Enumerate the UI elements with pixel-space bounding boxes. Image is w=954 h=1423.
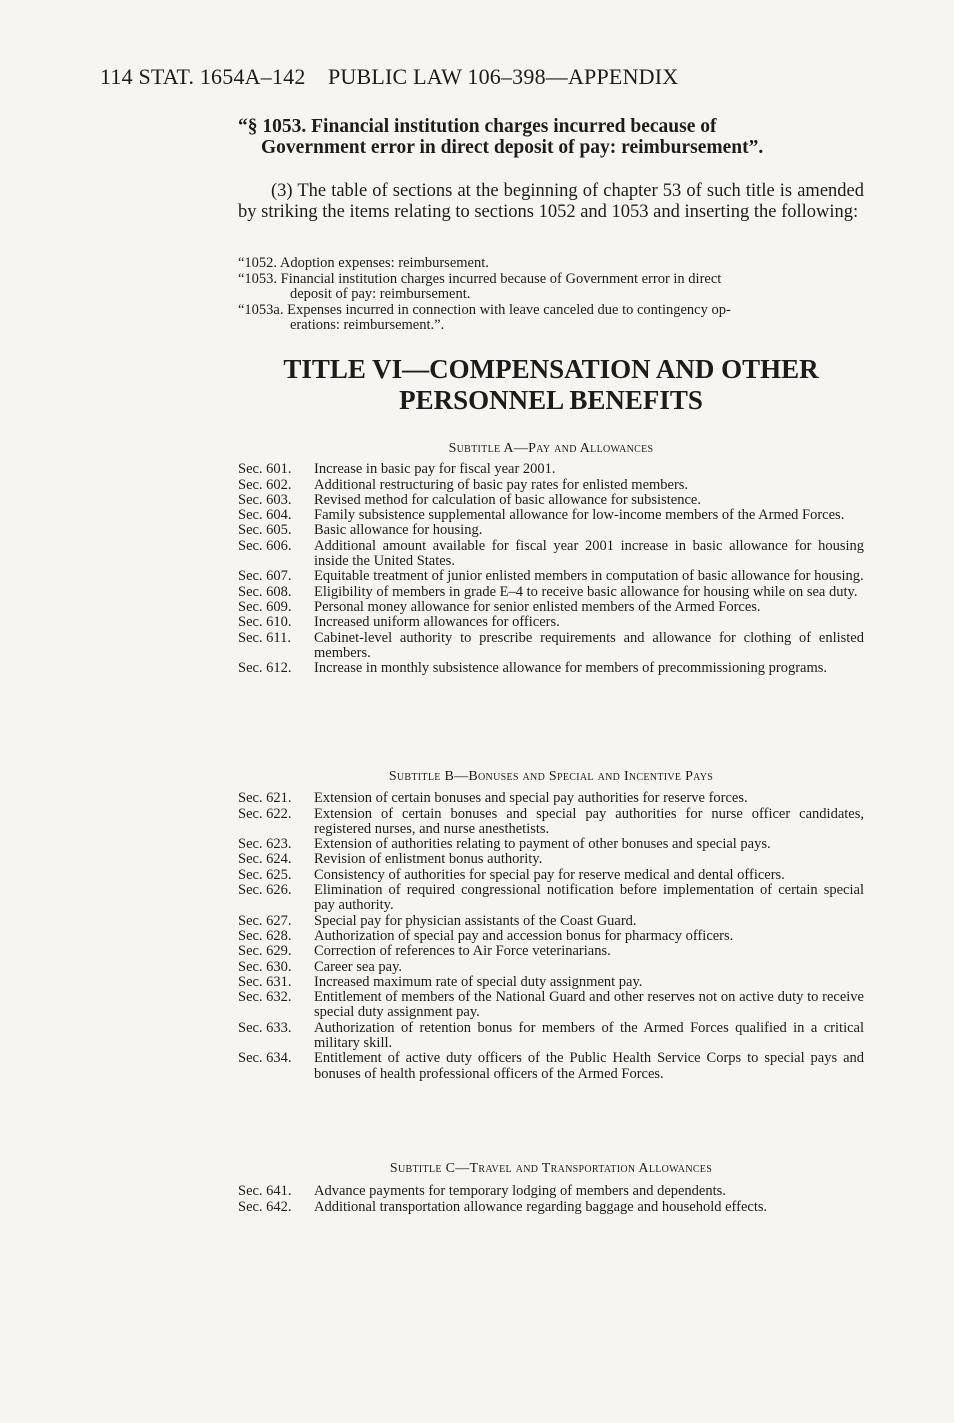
subtitle-a-sections: [238, 462, 864, 676]
section-title: Correction of references to Air Force veterinarians.: [314, 943, 611, 960]
toc-row: [238, 1200, 864, 1215]
inserted-sections-list: [238, 256, 864, 334]
section-title: Additional amount available for fiscal year 2001 increase in basic allowance for housing inside the United States.: [314, 537, 864, 570]
section-title: Additional transportation allowance regarding baggage and household effects.: [314, 1198, 768, 1215]
toc-row: [238, 615, 864, 630]
section-title: Eligibility of members in grade E–4 to receive basic allowance for housing while on sea duty.: [314, 583, 858, 600]
inserted-item-continuation: deposit of pay: reimbursement.: [290, 286, 471, 302]
section-number: Sec. 624.: [238, 851, 292, 868]
section-number: Sec. 630.: [238, 958, 292, 975]
section-title: Authorization of retention bonus for members of the Armed Forces qualified in a critical military skill.: [314, 1019, 864, 1052]
law-citation: PUBLIC LAW 106–398—APPENDIX: [328, 64, 679, 89]
running-head: [100, 64, 678, 90]
section-number: Sec. 603.: [238, 491, 292, 508]
toc-row: [238, 631, 864, 662]
section-number: Sec. 633.: [238, 1019, 292, 1036]
inserted-item-text: “1053. Financial institution charges incurred because of Government error in direct: [238, 271, 722, 287]
section-title: Consistency of authorities for special pay for reserve medical and dental officers.: [314, 866, 785, 883]
toc-row: [238, 539, 864, 570]
amendment-paragraph: (3) The table of sections at the beginning of chapter 53 of such title is amended by striking the items relating to sections 1052 and 1053 and inserting the following:: [238, 181, 864, 222]
inserted-item-text: “1053a. Expenses incurred in connection with leave canceled due to contingency op-: [238, 302, 731, 318]
section-number: Sec. 607.: [238, 568, 292, 585]
section-title: Extension of certain bonuses and special pay authorities for nurse officer candidates, registered nurses, and nurse anesthetists.: [314, 805, 864, 837]
subtitle-a-heading: Subtitle A—Pay and Allowances: [448, 441, 654, 456]
toc-row: [238, 868, 864, 883]
section-title: Special pay for physician assistants of the Coast Guard.: [314, 912, 637, 929]
section-title: Increase in basic pay for fiscal year 2001.: [314, 461, 556, 478]
section-number: Sec. 606.: [238, 537, 292, 554]
toc-row: [238, 462, 864, 477]
title-heading: [238, 354, 864, 416]
subtitle-a-toc: [238, 441, 864, 676]
section-title: Revision of enlistment bonus authority.: [314, 851, 543, 868]
section-heading: [238, 116, 864, 158]
section-title: Equitable treatment of junior enlisted members in computation of basic allowance for housing.: [314, 568, 864, 585]
section-title: Cabinet-level authority to prescribe requirements and allowance for clothing of enlisted members.: [314, 629, 864, 661]
section-title: Elimination of required congressional notification before implementation of certain special pay authority.: [314, 882, 864, 914]
toc-row: [238, 807, 864, 838]
subtitle-b-toc: [238, 769, 864, 1082]
toc-row: [238, 1051, 864, 1082]
section-number: Sec. 627.: [238, 912, 292, 929]
section-number: Sec. 629.: [238, 943, 292, 960]
section-number: Sec. 625.: [238, 866, 292, 883]
section-title: Revised method for calculation of basic allowance for subsistence.: [314, 491, 701, 508]
section-title: Authorization of special pay and accession bonus for pharmacy officers.: [314, 927, 734, 944]
subtitle-c-heading: Subtitle C—Travel and Transportation Allowances: [389, 1161, 713, 1176]
subtitle-b-heading: Subtitle B—Bonuses and Special and Incentive Pays: [388, 769, 714, 784]
toc-row: [238, 837, 864, 852]
toc-row: [238, 508, 864, 523]
section-number: Sec. 642.: [238, 1198, 292, 1215]
toc-row: [238, 661, 864, 676]
section-number: Sec. 621.: [238, 790, 292, 807]
section-title: Additional restructuring of basic pay rates for enlisted members.: [314, 476, 689, 493]
inserted-item: [238, 272, 864, 302]
toc-row: [238, 478, 864, 493]
section-number: Sec. 611.: [238, 629, 292, 646]
section-number: Sec. 608.: [238, 583, 292, 600]
section-title: Increase in monthly subsistence allowance for members of precommissioning programs.: [314, 660, 828, 677]
section-number: Sec. 601.: [238, 461, 292, 478]
section-title: Career sea pay.: [314, 958, 403, 975]
section-number: Sec. 612.: [238, 660, 292, 677]
section-title: Family subsistence supplemental allowance for low-income members of the Armed Forces.: [314, 507, 845, 524]
toc-row: [238, 960, 864, 975]
toc-row: [238, 1184, 864, 1199]
toc-row: [238, 914, 864, 929]
section-title: Increased uniform allowances for officers.: [314, 614, 560, 631]
toc-row: [238, 585, 864, 600]
inserted-item-text: “1052. Adoption expenses: reimbursement.: [238, 255, 489, 271]
section-number: Sec. 634.: [238, 1050, 292, 1067]
inserted-item: [238, 256, 864, 271]
section-number: Sec. 623.: [238, 836, 292, 853]
section-number: Sec. 641.: [238, 1183, 292, 1200]
section-number: Sec. 626.: [238, 882, 292, 899]
section-title: Basic allowance for housing.: [314, 522, 483, 539]
title-line1: TITLE VI—COMPENSATION AND OTHER: [283, 354, 819, 384]
title-line2: PERSONNEL BENEFITS: [399, 385, 703, 415]
section-number: Sec. 604.: [238, 507, 292, 524]
toc-row: [238, 852, 864, 867]
subtitle-c-toc: [238, 1161, 864, 1215]
section-heading-line1: “§ 1053. Financial institution charges incurred because of: [238, 116, 717, 137]
section-number: Sec. 628.: [238, 927, 292, 944]
section-title: Entitlement of active duty officers of the Public Health Service Corps to special pays and bonuses of health professional officers of the Armed Forces.: [314, 1050, 864, 1082]
stat-citation: 114 STAT. 1654A–142: [100, 64, 306, 89]
section-number: Sec. 622.: [238, 805, 292, 822]
section-title: Entitlement of members of the National Guard and other reserves not on active duty to receive special duty assignment pay.: [314, 989, 864, 1021]
toc-row: [238, 600, 864, 615]
section-title: Extension of authorities relating to payment of other bonuses and special pays.: [314, 836, 771, 853]
toc-row: [238, 569, 864, 584]
inserted-item: [238, 303, 864, 333]
toc-row: [238, 929, 864, 944]
section-title: Personal money allowance for senior enlisted members of the Armed Forces.: [314, 598, 761, 615]
toc-row: [238, 791, 864, 806]
section-title: Increased maximum rate of special duty assignment pay.: [314, 973, 643, 990]
section-number: Sec. 602.: [238, 476, 292, 493]
section-number: Sec. 632.: [238, 989, 292, 1006]
section-title: Extension of certain bonuses and special pay authorities for reserve forces.: [314, 790, 748, 807]
toc-row: [238, 975, 864, 990]
subtitle-c-sections: [238, 1184, 864, 1215]
inserted-item-continuation: erations: reimbursement.”.: [290, 317, 445, 333]
toc-row: [238, 493, 864, 508]
section-title: Advance payments for temporary lodging of members and dependents.: [314, 1183, 726, 1200]
section-number: Sec. 605.: [238, 522, 292, 539]
toc-row: [238, 944, 864, 959]
section-number: Sec. 610.: [238, 614, 292, 631]
section-heading-line2: Government error in direct deposit of pay: reimbursement”.: [261, 137, 764, 158]
toc-row: [238, 523, 864, 538]
section-number: Sec. 609.: [238, 598, 292, 615]
toc-row: [238, 1021, 864, 1052]
subtitle-b-sections: [238, 791, 864, 1082]
toc-row: [238, 990, 864, 1021]
section-number: Sec. 631.: [238, 973, 292, 990]
toc-row: [238, 883, 864, 914]
